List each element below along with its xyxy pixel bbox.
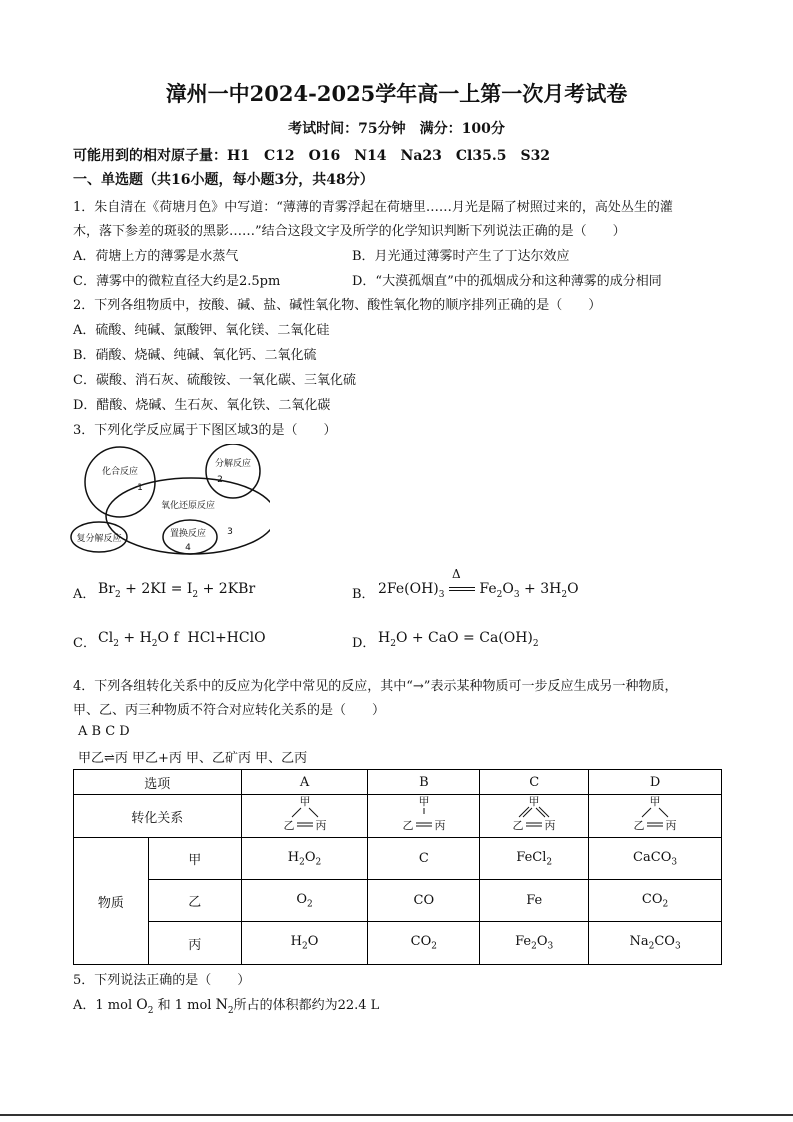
svg-text:甲: 甲 xyxy=(418,795,430,808)
q3-option-c-label: C． xyxy=(73,636,96,651)
svg-text:丙: 丙 xyxy=(665,819,677,832)
relation-b xyxy=(368,795,480,838)
table-header-a: A xyxy=(241,770,368,795)
q2-stem: 2．下列各组物质中，按酸、碱、盐、碱性氧化物、酸性氧化物的顺序排列正确的是（ ） xyxy=(73,298,602,313)
q3-option-b-equation: $2Fe(OH)_3$ $Fe_2O_3 + 3H_2O$ xyxy=(378,581,579,600)
relation-diagram-c xyxy=(504,795,564,833)
svg-text:甲: 甲 xyxy=(528,795,540,808)
relation-diagram-d xyxy=(625,795,685,833)
table-relation-label: 转化关系 xyxy=(74,795,242,838)
table-jia-label: 甲 xyxy=(148,838,241,880)
table-yi-label: 乙 xyxy=(148,880,241,922)
q3-option-d-equation: $H_2O$ + CaO = $Ca(OH)_2$ xyxy=(378,630,539,649)
q1-option-d: D．“大漠孤烟直”中的孤烟成分和这种薄雾的成分相同 xyxy=(352,274,662,289)
cell-d-yi: $CO_2$ xyxy=(589,880,722,922)
relation-a xyxy=(241,795,368,838)
relation-diagram-b xyxy=(394,795,454,833)
q5-a-mid: 和 1 mol xyxy=(157,998,212,1013)
table-bing-label: 丙 xyxy=(148,922,241,965)
displacement-label: 置换反应 xyxy=(169,529,207,539)
q5-option-a xyxy=(73,994,379,1016)
cell-d-bing: $Na_2CO_3$ xyxy=(589,922,722,965)
q3-option-c-equation: $Cl_2 + H_2O$ f HCl+HClO xyxy=(98,630,266,649)
cell-a-bing: $H_2O$ xyxy=(241,922,368,965)
redox-label: 氧化还原反应 xyxy=(160,501,216,511)
atomic-mass-line: 可能用到的相对原子量：H1 C12 O16 N14 Na23 Cl35.5 S32 xyxy=(73,148,551,164)
page-bottom-rule xyxy=(0,1114,793,1116)
cell-b-bing: $CO_2$ xyxy=(368,922,480,965)
svg-text:乙: 乙 xyxy=(512,819,524,832)
q4-garbled-line2: 甲乙⇌丙 甲乙+丙 甲、乙矿丙 甲、乙丙 xyxy=(78,751,308,766)
q4-stem-line2: 甲、乙、丙三种物质不符合对应转化关系的是（ ） xyxy=(73,703,386,718)
q1-option-a: A．荷塘上方的薄雾是水蒸气 xyxy=(73,249,239,264)
q1-option-b: B．月光通过薄雾时产生了丁达尔效应 xyxy=(352,249,570,264)
table-header-b: B xyxy=(368,770,480,795)
cell-c-yi: Fe xyxy=(480,880,589,922)
cell-c-jia: FeCl$_2$ xyxy=(480,838,589,880)
region-1: 1 xyxy=(137,483,143,493)
reaction-type-diagram xyxy=(70,444,270,559)
q3-option-a-label: A． xyxy=(73,587,96,602)
double-displacement-label: 复分解反应 xyxy=(76,534,122,544)
svg-text:乙: 乙 xyxy=(633,819,645,832)
q5-a-n2: $N_2$ xyxy=(215,997,234,1016)
q5-a-post: 所占的体积都约为22.4 L xyxy=(233,998,380,1013)
q3-option-a-equation: $Br_2 + 2KI = I_2 + 2KBr$ xyxy=(98,581,256,600)
q2-option-b: B．硝酸、烧碱、纯碱、氧化钙、二氧化硫 xyxy=(73,348,317,363)
relation-c xyxy=(480,795,589,838)
svg-text:乙: 乙 xyxy=(402,819,414,832)
q1-stem-line1: 1．朱自清在《荷塘月色》中写道：“薄薄的青雾浮起在荷塘里……月光是隔了树照过来的，高处丛生的灌 xyxy=(73,200,673,215)
q5-a-o2: $O_2$ xyxy=(136,997,154,1016)
cell-d-jia: CaCO$_3$ xyxy=(589,838,722,880)
q1-stem-line2: 木，落下参差的斑驳的黑影……”结合这段文字及所学的化学知识判断下列说法正确的是（ ） xyxy=(73,224,626,239)
q3-option-c-symbol: f xyxy=(173,630,179,646)
relation-d xyxy=(589,795,722,838)
section-heading: 一、单选题（共16小题，每小题3分，共48分） xyxy=(73,172,374,188)
svg-text:乙: 乙 xyxy=(283,819,295,832)
svg-text:甲: 甲 xyxy=(299,795,311,808)
cell-a-yi: $O_2$ xyxy=(241,880,368,922)
region-2: 2 xyxy=(217,475,223,485)
q4-garbled-line1: A B C D xyxy=(78,724,130,739)
cell-a-jia: $H_2O_2$ xyxy=(241,838,368,880)
q5-stem: 5．下列说法正确的是（ ） xyxy=(73,973,251,988)
cell-c-bing: $Fe_2O_3$ xyxy=(480,922,589,965)
combination-label: 化合反应 xyxy=(101,467,139,477)
cell-b-yi: CO xyxy=(368,880,480,922)
q5-a-pre: A．1 mol xyxy=(73,998,133,1013)
q3-option-c-products: HCl+HClO xyxy=(187,630,266,646)
page-title: 漳州一中2024-2025学年高一上第一次月考试卷 xyxy=(165,81,628,106)
q2-option-a: A．硫酸、纯碱、氯酸钾、氧化镁、二氧化硅 xyxy=(73,323,330,338)
exam-info: 考试时间：75分钟 满分：100分 xyxy=(288,121,505,137)
q3-stem: 3．下列化学反应属于下图区域3的是（ ） xyxy=(73,423,337,438)
heat-symbol: Δ xyxy=(452,567,461,581)
table-header-c: C xyxy=(480,770,589,795)
svg-text:甲: 甲 xyxy=(649,795,661,808)
q4-stem-line1: 4．下列各组转化关系中的反应为化学中常见的反应，其中“→”表示某种物质可一步反应生成另一种物质， xyxy=(73,679,678,694)
region-4: 4 xyxy=(185,543,191,553)
svg-text:丙: 丙 xyxy=(315,819,327,832)
table-header-option: 选项 xyxy=(74,770,242,795)
svg-text:丙: 丙 xyxy=(544,819,556,832)
q2-option-c: C．碳酸、消石灰、硫酸铵、一氧化碳、三氧化硫 xyxy=(73,373,356,388)
region-3: 3 xyxy=(227,527,233,537)
svg-text:丙: 丙 xyxy=(434,819,446,832)
table-header-d: D xyxy=(589,770,722,795)
q2-option-d: D．醋酸、烧碱、生石灰、氧化铁、二氧化碳 xyxy=(73,398,331,413)
relation-diagram-a xyxy=(275,795,335,833)
table-substance-label: 物质 xyxy=(74,838,149,965)
q3-option-d-label: D． xyxy=(352,636,376,651)
q3-option-b-label: B． xyxy=(352,587,375,602)
cell-b-jia: C xyxy=(368,838,480,880)
q4-table xyxy=(73,769,722,965)
decomposition-label: 分解反应 xyxy=(214,459,252,469)
q1-option-c: C．薄雾中的微粒直径大约是2.5pm xyxy=(73,274,281,289)
